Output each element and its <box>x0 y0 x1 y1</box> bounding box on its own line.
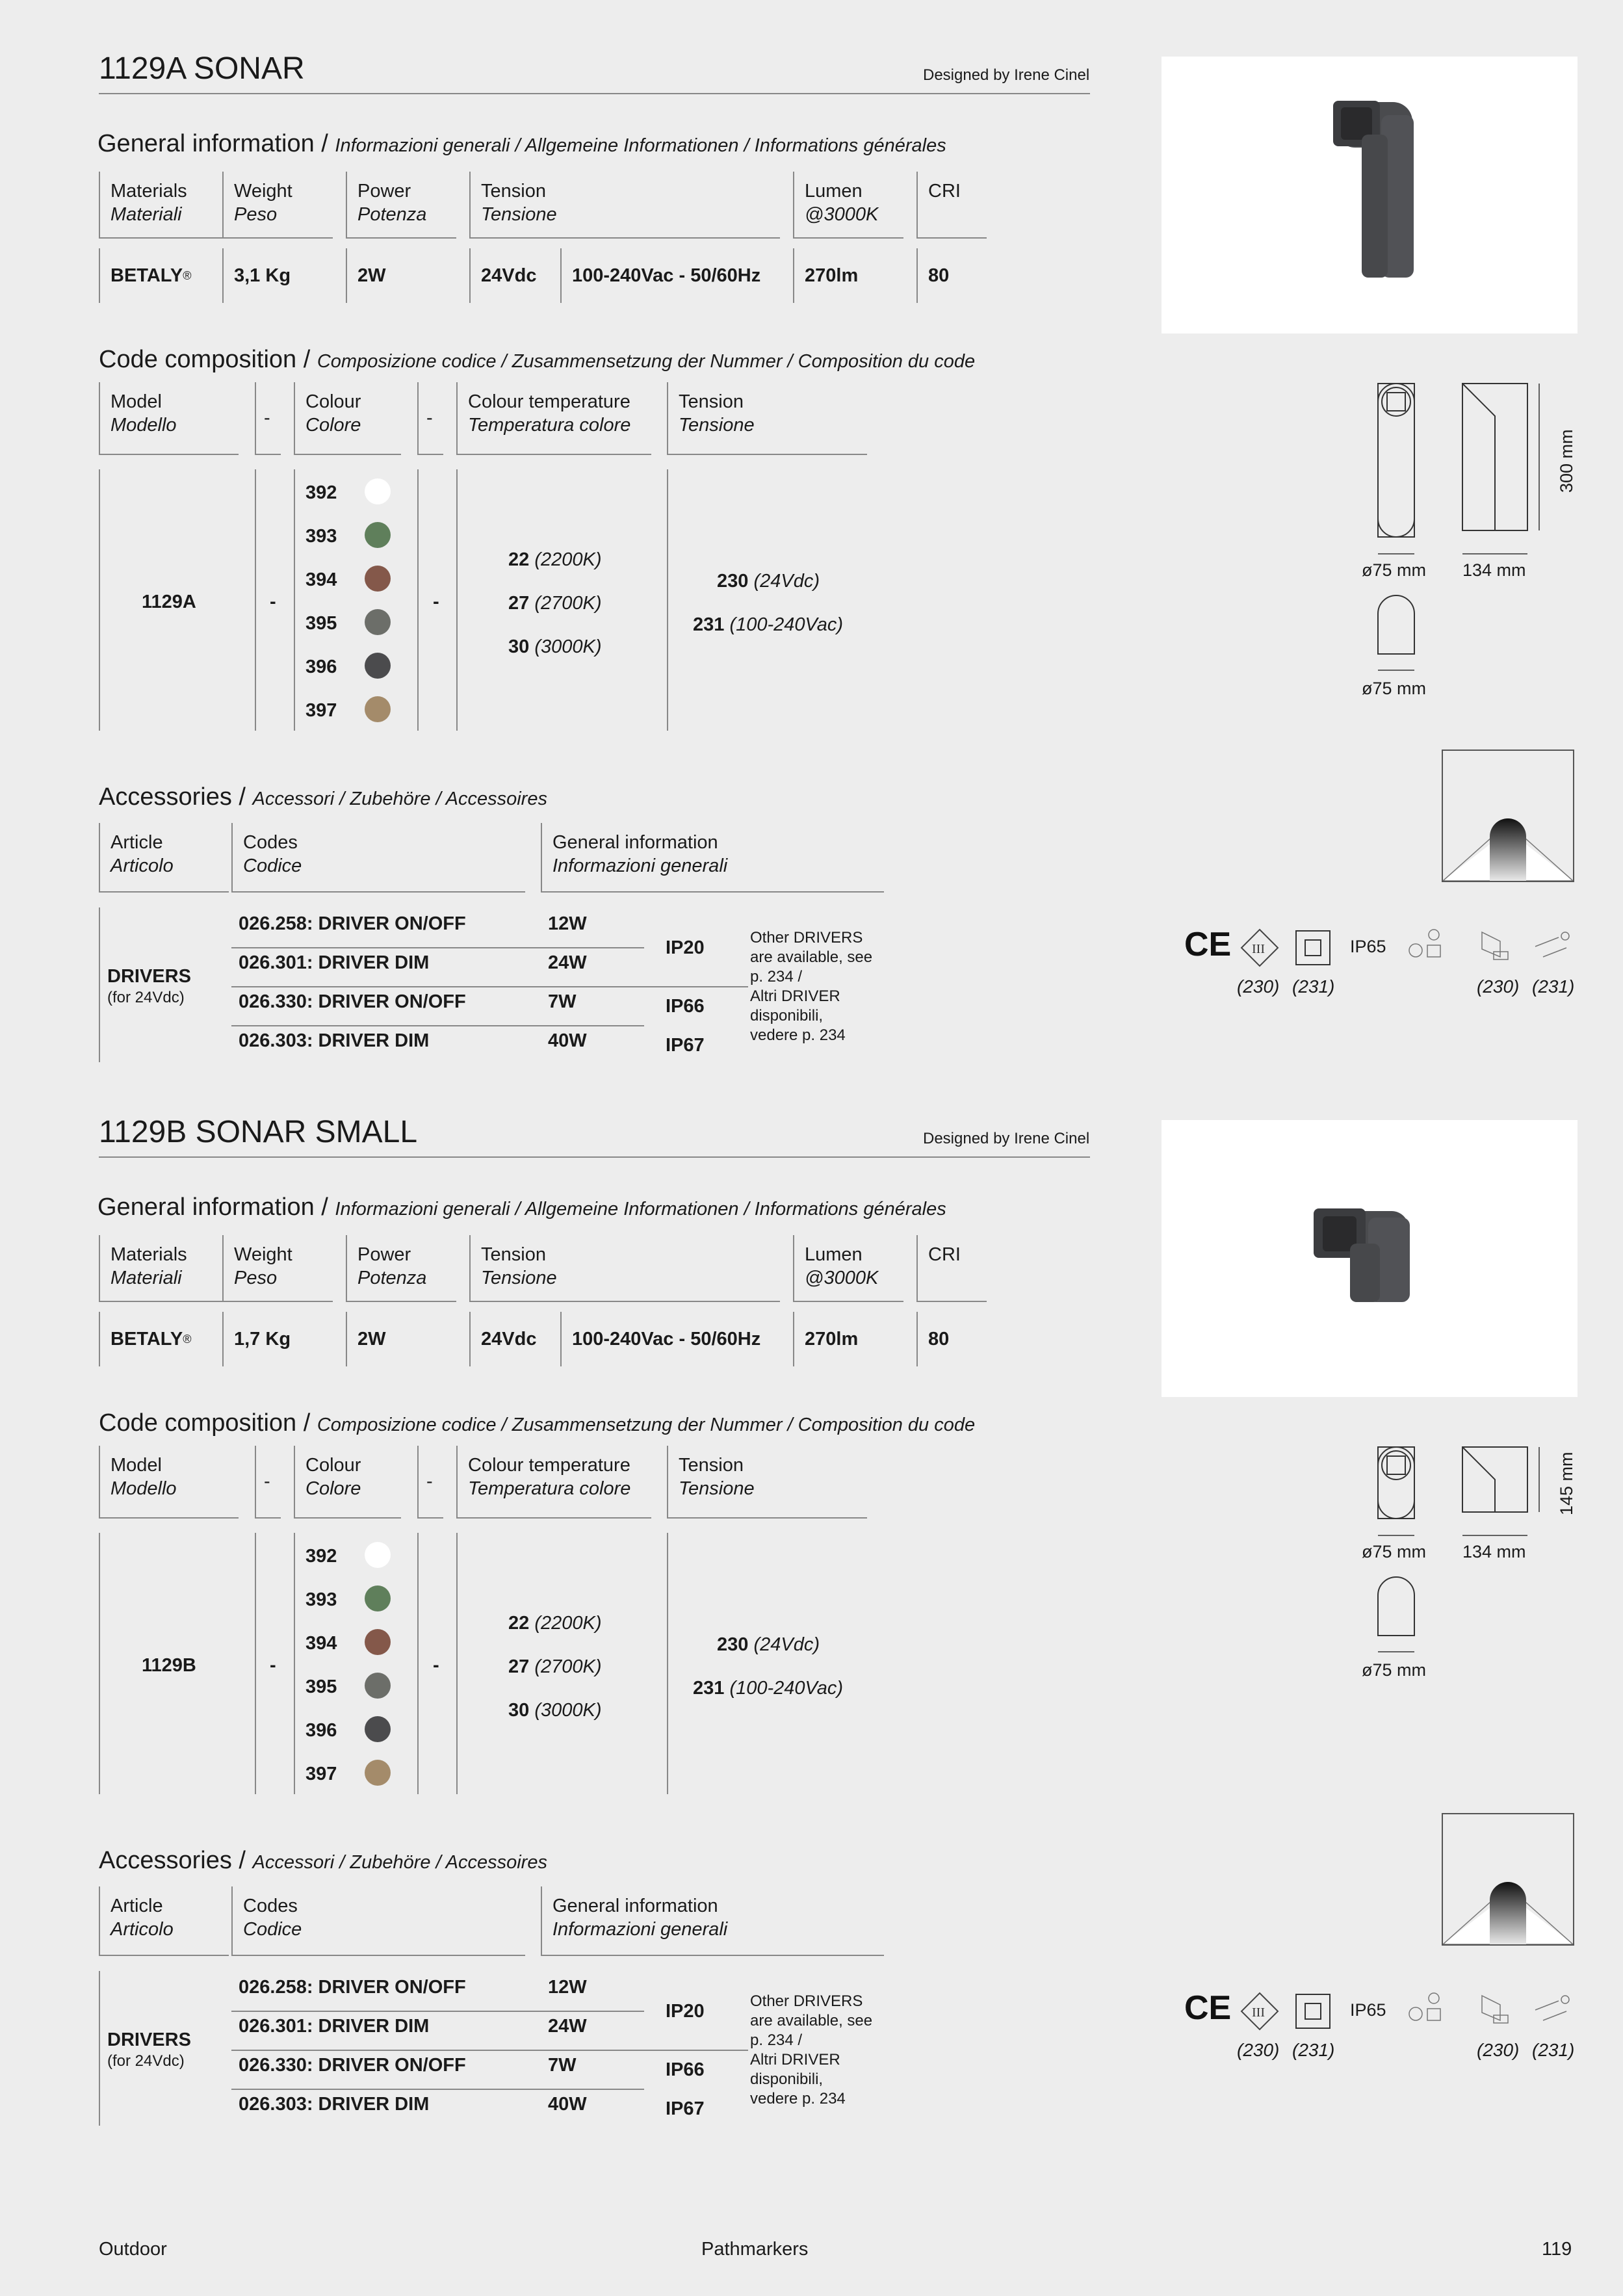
header-label: Model <box>110 1455 162 1476</box>
dimension-height: 145 mm <box>1557 1452 1576 1515</box>
colour-code: 394 <box>305 1633 337 1654</box>
general-info-heading: General information / Informazioni generali / Allgemeine Informationen / Informations générales <box>97 1194 946 1221</box>
code-composition-heading: Code composition / Composizione codice / Zusammensetzung der Nummer / Composition du code <box>99 346 976 373</box>
driver-availability-note <box>750 928 872 1045</box>
general-value-weight <box>222 248 346 303</box>
temp-code: 27 <box>508 1656 530 1677</box>
header-label-alt: Peso <box>234 204 278 225</box>
cert-caption: (230) <box>1477 2040 1520 2060</box>
ip-rating-cert: IP65 <box>1350 937 1386 956</box>
general-value-material <box>99 1312 222 1366</box>
dash-separator: - <box>433 592 439 612</box>
header-label-alt: Codice <box>243 1919 302 1940</box>
note-line: are available, see <box>750 2012 873 2029</box>
driver-availability-note <box>750 1992 872 2109</box>
header-label: Tension <box>679 391 744 412</box>
header-label: General information <box>552 832 718 853</box>
code-composition-heading: Code composition / Composizione codice / Zusammensetzung der Nummer / Composition du code <box>99 1409 976 1437</box>
colour-swatch <box>365 653 391 679</box>
accessory-article-note: (for 24Vdc) <box>107 2052 185 2070</box>
code-header-colour <box>294 1446 401 1519</box>
cert-caption: (230) <box>1237 976 1280 997</box>
cert-caption: (231) <box>1292 976 1335 997</box>
note-line: vedere p. 234 <box>750 1026 846 1044</box>
ip-rating: IP20 <box>666 937 705 958</box>
product-image <box>1162 57 1578 333</box>
row-divider <box>231 986 748 987</box>
colour-temperature-option <box>508 593 602 614</box>
colour-swatch <box>365 1760 391 1786</box>
code-header-colour <box>294 382 401 455</box>
column-divider <box>456 469 458 731</box>
header-label: Lumen <box>805 181 863 202</box>
dash-separator: - <box>433 1655 439 1676</box>
code-header-model <box>99 382 239 455</box>
header-label: Colour <box>305 391 361 412</box>
header-label-alt: @3000K <box>805 204 879 225</box>
separator-cell <box>255 382 281 455</box>
header-label-alt: Codice <box>243 855 302 876</box>
temp-code: 30 <box>508 1700 530 1721</box>
column-divider <box>456 1533 458 1794</box>
header-label-alt: Potenza <box>357 204 427 225</box>
header-label: Tension <box>481 181 546 202</box>
header-label: Article <box>110 832 163 853</box>
accessory-header-cell <box>99 823 229 893</box>
colour-code: 392 <box>305 1546 337 1567</box>
product-block <box>0 1063 1623 2127</box>
general-header-cell <box>793 172 903 239</box>
product-photo <box>1162 1120 1578 1397</box>
general-value-cri <box>916 1312 987 1366</box>
header-label: General information <box>552 1896 718 1916</box>
colour-swatch <box>365 1716 391 1742</box>
note-line: Altri DRIVER <box>750 2051 840 2068</box>
header-label-alt: Temperatura colore <box>468 415 631 436</box>
beam-diagram <box>1442 1813 1574 1946</box>
colour-code: 397 <box>305 1764 337 1784</box>
tension-option <box>717 1634 820 1656</box>
colour-swatch <box>365 1585 391 1611</box>
ip-rating: IP67 <box>666 2098 705 2119</box>
tension-label: (100-240Vac) <box>729 614 844 635</box>
header-label-alt: Informazioni generali <box>552 855 728 876</box>
cert-caption: (231) <box>1292 2040 1335 2060</box>
header-label: Lumen <box>805 1244 863 1265</box>
cert-caption: (231) <box>1532 976 1575 997</box>
tension-label: (24Vdc) <box>753 1634 820 1655</box>
header-label: Colour temperature <box>468 1455 630 1476</box>
note-line: Altri DRIVER <box>750 987 840 1005</box>
row-divider <box>231 2011 644 2012</box>
colour-swatch <box>365 566 391 592</box>
header-label: Power <box>357 1244 411 1265</box>
driver-code: 026.258: DRIVER ON/OFF <box>239 913 466 934</box>
temp-label: (2700K) <box>534 593 602 614</box>
dash-separator: - <box>270 1655 276 1676</box>
dash-separator: - <box>264 1471 270 1492</box>
tension-option <box>717 571 820 592</box>
temp-label: (2200K) <box>534 549 602 570</box>
dimension-diameter: ø75 mm <box>1362 1542 1427 1561</box>
header-label-alt: Materiali <box>110 204 182 225</box>
value-text: 24Vdc <box>481 1328 537 1350</box>
general-value-tension-ac <box>560 1312 793 1366</box>
note-line: Other DRIVERS <box>750 1992 863 2010</box>
header-label-alt: Temperatura colore <box>468 1478 631 1499</box>
dimension-depth: 134 mm <box>1462 560 1526 580</box>
colour-code: 395 <box>305 613 337 634</box>
header-label-alt: Articolo <box>110 855 174 876</box>
dash-separator: - <box>264 408 270 428</box>
header-label: Materials <box>110 1244 187 1265</box>
dimension-diameter-base: ø75 mm <box>1362 679 1427 698</box>
footer-section: Outdoor <box>99 2239 167 2260</box>
title-rule <box>99 93 1090 94</box>
column-divider <box>294 1533 295 1794</box>
temp-code: 30 <box>508 636 530 657</box>
note-line: disponibili, <box>750 2070 824 2088</box>
separator-cell <box>255 1446 281 1519</box>
row-divider <box>231 2089 644 2090</box>
accessory-header-cell <box>541 823 884 893</box>
value-text: 2W <box>357 1328 386 1350</box>
ip-rating: IP20 <box>666 2001 705 2022</box>
header-label: Weight <box>234 1244 292 1265</box>
product-title: 1129A SONAR <box>99 51 305 86</box>
tension-code: 230 <box>717 571 749 592</box>
code-header-tension <box>667 1446 867 1519</box>
value-text: 24Vdc <box>481 265 537 286</box>
dash-separator: - <box>426 1471 433 1492</box>
svg-text:CE: CE <box>1184 926 1232 963</box>
value-text: 80 <box>928 265 950 286</box>
header-label-alt: @3000K <box>805 1268 879 1288</box>
accessory-header-cell <box>99 1886 229 1956</box>
general-value-lumen <box>793 248 916 303</box>
accessory-article-note: (for 24Vdc) <box>107 989 185 1006</box>
column-divider <box>99 1533 100 1794</box>
column-divider <box>99 1971 100 2126</box>
header-label: Tension <box>679 1455 744 1476</box>
beam-diagram <box>1442 750 1574 882</box>
driver-power: 24W <box>548 2016 587 2037</box>
tension-option <box>693 1678 843 1699</box>
accessory-header-cell <box>231 1886 525 1956</box>
temp-code: 22 <box>508 549 530 570</box>
separator-cell <box>417 382 443 455</box>
header-label-alt: Tensione <box>481 204 557 225</box>
code-header-tension <box>667 382 867 455</box>
general-value-material <box>99 248 222 303</box>
value-text: BETALY <box>110 1328 183 1350</box>
code-header-temp <box>456 382 651 455</box>
designer-credit: Designed by Irene Cinel <box>923 1130 1090 1147</box>
value-text: 3,1 Kg <box>234 265 291 286</box>
note-line: p. 234 / <box>750 968 803 985</box>
column-divider <box>417 1533 419 1794</box>
column-divider <box>294 469 295 731</box>
code-header-model <box>99 1446 239 1519</box>
colour-temperature-option <box>508 636 602 658</box>
accessory-article: DRIVERS <box>107 966 191 987</box>
driver-code: 026.301: DRIVER DIM <box>239 952 430 973</box>
general-value-weight <box>222 1312 346 1366</box>
row-divider <box>231 2050 748 2051</box>
header-label: Materials <box>110 181 187 202</box>
value-text: 2W <box>357 265 386 286</box>
header-label: Power <box>357 181 411 202</box>
tension-label: (24Vdc) <box>753 571 820 592</box>
colour-swatch <box>365 478 391 504</box>
driver-code: 026.330: DRIVER ON/OFF <box>239 991 466 1012</box>
header-label: CRI <box>928 181 961 202</box>
colour-code: 394 <box>305 569 337 590</box>
colour-swatch <box>365 522 391 548</box>
colour-swatch <box>365 1673 391 1699</box>
header-label-alt: Colore <box>305 1478 361 1499</box>
colour-code: 392 <box>305 482 337 503</box>
header-label-alt: Tensione <box>679 415 755 436</box>
header-label: Tension <box>481 1244 546 1265</box>
tension-option <box>693 614 843 636</box>
model-code: 1129B <box>142 1655 196 1676</box>
tension-label: (100-240Vac) <box>729 1678 844 1699</box>
designer-credit: Designed by Irene Cinel <box>923 66 1090 84</box>
general-header-cell <box>222 1235 333 1302</box>
separator-cell <box>417 1446 443 1519</box>
cert-caption: (230) <box>1237 2040 1280 2060</box>
ip-rating-cert: IP65 <box>1350 2000 1386 2020</box>
temp-code: 22 <box>508 1613 530 1634</box>
svg-text:III: III <box>1252 2005 1265 2020</box>
general-header-cell <box>222 172 333 239</box>
column-divider <box>667 1533 668 1794</box>
dimension-drawing-svg <box>1365 377 1623 715</box>
colour-temperature-option <box>508 1613 602 1634</box>
header-label-alt: Modello <box>110 1478 177 1499</box>
row-divider <box>231 1025 644 1026</box>
accessories-heading: Accessories / Accessori / Zubehöre / Accessoires <box>99 1847 547 1874</box>
ip-rating: IP67 <box>666 1035 705 1056</box>
accessory-header-cell <box>541 1886 884 1956</box>
header-label-alt: Tensione <box>481 1268 557 1288</box>
general-value-tension-dc <box>469 1312 560 1366</box>
model-code: 1129A <box>142 592 196 612</box>
tension-code: 231 <box>693 614 725 635</box>
column-divider <box>255 1533 256 1794</box>
driver-power: 40W <box>548 2094 587 2115</box>
general-header-cell <box>916 172 987 239</box>
accessories-heading: Accessories / Accessori / Zubehöre / Accessoires <box>99 783 547 811</box>
driver-power: 12W <box>548 913 587 934</box>
temp-label: (2200K) <box>534 1613 602 1634</box>
header-label: CRI <box>928 1244 961 1265</box>
dimension-height: 300 mm <box>1557 429 1576 493</box>
temp-label: (3000K) <box>534 636 602 657</box>
colour-code: 396 <box>305 657 337 677</box>
column-divider <box>99 907 100 1062</box>
general-header-cell <box>346 172 456 239</box>
header-label: Model <box>110 391 162 412</box>
note-line: Other DRIVERS <box>750 929 863 946</box>
temp-label: (3000K) <box>534 1700 602 1721</box>
driver-code: 026.330: DRIVER ON/OFF <box>239 2055 466 2076</box>
header-label-alt: Informazioni generali <box>552 1919 728 1940</box>
colour-temperature-option <box>508 1656 602 1678</box>
colour-code: 397 <box>305 700 337 721</box>
light-beam-icon <box>1443 751 1573 881</box>
value-text: BETALY <box>110 265 183 286</box>
code-header-temp <box>456 1446 651 1519</box>
colour-swatch <box>365 609 391 635</box>
light-beam-icon <box>1443 1814 1573 1944</box>
general-header-cell <box>469 1235 780 1302</box>
general-info-heading: General information / Informazioni generali / Allgemeine Informationen / Informations générales <box>97 130 946 157</box>
value-text: 270lm <box>805 265 859 286</box>
value-text: 100-240Vac - 50/60Hz <box>572 265 761 286</box>
driver-code: 026.303: DRIVER DIM <box>239 1030 430 1051</box>
note-line: p. 234 / <box>750 2031 803 2049</box>
colour-code: 396 <box>305 1720 337 1741</box>
title-rule <box>99 1156 1090 1158</box>
driver-power: 7W <box>548 991 577 1012</box>
driver-power: 12W <box>548 1977 587 1998</box>
column-divider <box>99 469 100 731</box>
header-label: Codes <box>243 832 298 853</box>
header-label-alt: Peso <box>234 1268 278 1288</box>
general-value-power <box>346 1312 469 1366</box>
colour-temperature-option <box>508 1700 602 1721</box>
accessory-article: DRIVERS <box>107 2029 191 2050</box>
row-divider <box>231 947 644 948</box>
column-divider <box>255 469 256 731</box>
dash-separator: - <box>426 408 433 428</box>
driver-code: 026.303: DRIVER DIM <box>239 2094 430 2115</box>
colour-temperature-option <box>508 549 602 571</box>
registered-mark: ® <box>183 1332 192 1346</box>
header-label: Article <box>110 1896 163 1916</box>
colour-swatch <box>365 1542 391 1568</box>
colour-code: 393 <box>305 526 337 547</box>
registered-mark: ® <box>183 268 192 282</box>
ip-rating: IP66 <box>666 996 705 1017</box>
tension-code: 231 <box>693 1678 725 1699</box>
tension-code: 230 <box>717 1634 749 1655</box>
driver-power: 40W <box>548 1030 587 1051</box>
header-label-alt: Colore <box>305 415 361 436</box>
value-text: 80 <box>928 1328 950 1350</box>
general-header-cell <box>346 1235 456 1302</box>
header-label-alt: Articolo <box>110 1919 174 1940</box>
accessory-header-cell <box>231 823 525 893</box>
product-block <box>0 0 1623 1063</box>
colour-code: 393 <box>305 1589 337 1610</box>
cert-caption: (231) <box>1532 2040 1575 2060</box>
page-number: 119 <box>1542 2239 1572 2260</box>
header-label-alt: Materiali <box>110 1268 182 1288</box>
temp-code: 27 <box>508 593 530 614</box>
value-text: 1,7 Kg <box>234 1328 291 1350</box>
dimension-drawing-svg <box>1365 1441 1623 1779</box>
value-text: 100-240Vac - 50/60Hz <box>572 1328 761 1350</box>
driver-power: 7W <box>548 2055 577 2076</box>
general-value-cri <box>916 248 987 303</box>
colour-code: 395 <box>305 1676 337 1697</box>
product-image <box>1162 1120 1578 1397</box>
general-value-lumen <box>793 1312 916 1366</box>
product-photo <box>1162 57 1578 333</box>
temp-label: (2700K) <box>534 1656 602 1677</box>
header-label: Colour temperature <box>468 391 630 412</box>
note-line: vedere p. 234 <box>750 2090 846 2107</box>
driver-code: 026.301: DRIVER DIM <box>239 2016 430 2037</box>
colour-swatch <box>365 696 391 722</box>
svg-text:CE: CE <box>1184 1989 1232 2027</box>
note-line: disponibili, <box>750 1007 824 1024</box>
footer-category: Pathmarkers <box>701 2239 809 2260</box>
general-value-tension-ac <box>560 248 793 303</box>
header-label: Codes <box>243 1896 298 1916</box>
header-label-alt: Tensione <box>679 1478 755 1499</box>
general-value-power <box>346 248 469 303</box>
dimension-diameter-base: ø75 mm <box>1362 1660 1427 1680</box>
value-text: 270lm <box>805 1328 859 1350</box>
colour-swatch <box>365 1629 391 1655</box>
header-label-alt: Modello <box>110 415 177 436</box>
header-label-alt: Potenza <box>357 1268 427 1288</box>
dimension-depth: 134 mm <box>1462 1542 1526 1561</box>
cert-caption: (230) <box>1477 976 1520 997</box>
driver-power: 24W <box>548 952 587 973</box>
general-header-cell <box>793 1235 903 1302</box>
header-label: Colour <box>305 1455 361 1476</box>
driver-code: 026.258: DRIVER ON/OFF <box>239 1977 466 1998</box>
svg-text:III: III <box>1252 942 1265 956</box>
column-divider <box>417 469 419 731</box>
header-label: Weight <box>234 181 292 202</box>
product-title: 1129B SONAR SMALL <box>99 1115 418 1149</box>
dimension-diameter: ø75 mm <box>1362 560 1427 580</box>
general-header-cell <box>916 1235 987 1302</box>
general-value-tension-dc <box>469 248 560 303</box>
ip-rating: IP66 <box>666 2059 705 2080</box>
column-divider <box>667 469 668 731</box>
dash-separator: - <box>270 592 276 612</box>
note-line: are available, see <box>750 948 873 966</box>
general-header-cell <box>469 172 780 239</box>
